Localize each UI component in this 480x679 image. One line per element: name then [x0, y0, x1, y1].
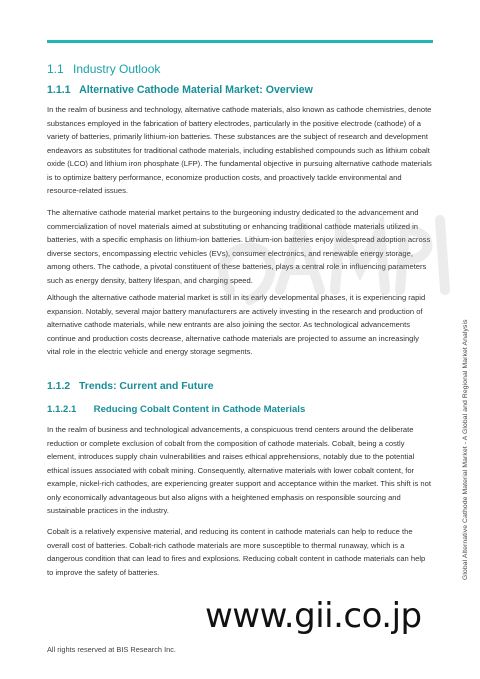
overview-paragraph-3: Although the alternative cathode material market is still in its early developmental phases, it is experiencing rapid expansion. Notably, several major battery manufacturers are actively investing in the research and production of alternative cathode materials, while new entrants are also joining the sector. As technological advancements continue and production costs decrease, alternative cathode materials are projected to assume an increasingly vital role in the electric vehicle and energy storage segments. [47, 293, 426, 356]
sample-watermark-logo [200, 160, 460, 330]
section-heading [47, 62, 160, 76]
watermark-url: www.gii.co.jp [205, 596, 422, 636]
section-title: Industry Outlook [73, 62, 161, 76]
cobalt-number: 1.1.2.1 [47, 404, 77, 415]
side-running-title: Global Alternative Cathode Material Market - A Global and Regional Market Analysis [462, 319, 469, 580]
cobalt-heading [47, 404, 305, 415]
trends-paragraph-1: In the realm of business and technological advancements, a conspicuous trend centers around the deliberate reduction or complete exclusion of cobalt from the composition of cathode materials. Cobalt, being a costly element, introduces supply chain vulnerabilities and raises ethical apprehensions, notably due to the potential ethical issues associated with cobalt mining. Consequently, alternative materials with lower cobalt content, for example, nickel-rich cathodes, are experiencing greater support and acceptance within the market. This shift is not only economically advantageous but also aligns with a heightened emphasis on responsible sourcing and sustainable practices in the industry. [47, 425, 431, 515]
subsection-heading [47, 84, 313, 96]
overview-paragraph-2: The alternative cathode material market pertains to the burgeoning industry dedicated to the advancement and commercialization of novel materials aimed at substituting or enhancing traditional cathode materials utilized in batteries, with a specific emphasis on lithium-ion batteries. Lithium-ion batteries enjoy widespread adoption across diverse sectors, encompassing electric vehicles (EVs), consumer electronics, and renewable energy storage, among others. The cathode, a pivotal constituent of these batteries, plays a central role in influencing parameters such as energy density, battery lifespan, and charging speed. [47, 208, 431, 285]
subsection-title: Alternative Cathode Material Market: Overview [79, 84, 313, 96]
cobalt-title: Reducing Cobalt Content in Cathode Materials [93, 404, 306, 415]
footer-copyright: All rights reserved at BIS Research Inc. [47, 645, 176, 654]
trends-heading [47, 381, 214, 392]
trends-number: 1.1.2 [47, 381, 71, 392]
section-number: 1.1 [47, 62, 64, 76]
trends-paragraph-2: Cobalt is a relatively expensive material, and reducing its content in cathode materials can help to reduce the overall cost of batteries. Cobalt-rich cathode materials are more susceptible to thermal runaway, which is a dangerous condition that can lead to fires and explosions. Reducing cobalt content in cathode materials can help to improve the safety of batteries. [47, 527, 426, 577]
subsection-number: 1.1.1 [47, 84, 71, 96]
trends-title: Trends: Current and Future [79, 381, 214, 392]
overview-paragraph-1: In the realm of business and technology, alternative cathode materials, also known as cathode chemistries, denote substances employed in the fabrication of battery electrodes, particularly in the positive electrode (cathode) of a variety of batteries, primarily lithium-ion batteries. These substances are the subject of research and development endeavors as substitutes for traditional cathode materials, including established compounds such as lithium cobalt oxide (LCO) and lithium iron phosphate (LFP). The fundamental objective in pursuing alternative cathode materials is to optimize battery performance, economize production costs, and proactively tackle environmental and resource-related issues. [47, 105, 432, 195]
top-accent-bar [47, 40, 433, 43]
